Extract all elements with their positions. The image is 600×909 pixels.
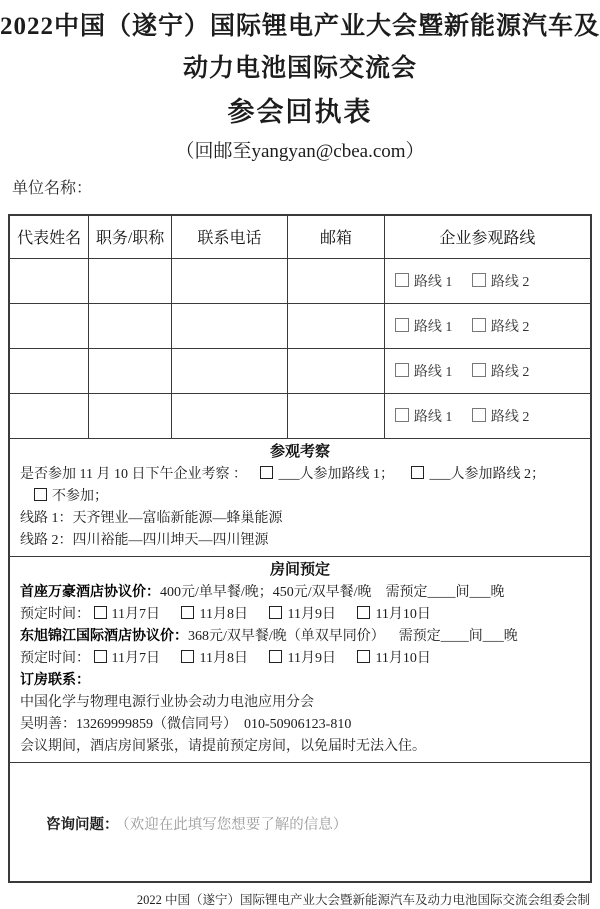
document-title-line1: 2022中国（遂宁）国际锂电产业大会暨新能源汽车及 <box>0 13 600 40</box>
phone-input-cell[interactable] <box>171 303 287 348</box>
name-input-cell[interactable] <box>9 303 89 348</box>
visit-option-none-label: 不参加； <box>52 488 108 504</box>
phone-input-cell[interactable] <box>171 258 287 303</box>
checkbox-no-visit-icon[interactable] <box>34 488 47 501</box>
visit-question-prefix: 是否参加 11 月 10 日下午企业考察 ： <box>20 466 247 482</box>
date-label: 11月9日 <box>287 606 336 622</box>
date-label: 11月7日 <box>111 650 160 666</box>
route2-label: 路线 2 <box>490 319 530 335</box>
name-input-cell[interactable] <box>9 393 89 438</box>
document-title-line2: 动力电池国际交流会 <box>182 55 417 82</box>
route2-option[interactable] <box>472 320 530 335</box>
route1-option[interactable] <box>395 275 453 290</box>
visit-section-title: 参观考察 <box>269 443 330 460</box>
route-choice-cell <box>384 393 591 438</box>
visit-section-row <box>9 438 591 556</box>
route1-label: 路线 1 <box>413 364 453 380</box>
checkbox-route2-icon[interactable] <box>472 408 486 422</box>
date-label: 11月8日 <box>199 650 248 666</box>
route2-label: 路线 2 <box>490 274 530 290</box>
form-subtitle: 参会回执表 <box>227 97 373 127</box>
hotel1-date4-option[interactable] <box>357 607 430 622</box>
hotel2-need-reserve: 需预定____间___晚 <box>398 628 518 644</box>
checkbox-date-nov8-icon[interactable] <box>181 650 194 663</box>
hotel1-need-reserve: 需预定____间___晚 <box>385 584 505 600</box>
visit-route2-desc: 线路 2：四川裕能—四川坤天—四川锂源 <box>20 532 269 548</box>
hotel2-date2-option[interactable] <box>181 651 247 666</box>
header-phone: 联系电话 <box>171 215 287 258</box>
room-section-title: 房间预定 <box>269 561 330 578</box>
email-input-cell[interactable] <box>288 393 385 438</box>
inquiry-section-row <box>9 762 591 882</box>
hotel2-date3-option[interactable] <box>269 651 335 666</box>
checkbox-date-nov9-icon[interactable] <box>269 606 282 619</box>
checkbox-visit-route2-icon[interactable] <box>411 466 424 479</box>
date-label: 11月10日 <box>375 606 431 622</box>
phone-input-cell[interactable] <box>171 348 287 393</box>
route1-option[interactable] <box>395 320 453 335</box>
visit-section <box>9 438 591 556</box>
checkbox-route2-icon[interactable] <box>472 318 486 332</box>
checkbox-visit-route1-icon[interactable] <box>260 466 273 479</box>
header-name: 代表姓名 <box>9 215 89 258</box>
registration-table <box>8 214 592 883</box>
hotel1-price: 400元/单早餐/晚；450元/双早餐/晚 <box>160 584 372 600</box>
checkbox-route1-icon[interactable] <box>395 363 409 377</box>
checkbox-route1-icon[interactable] <box>395 408 409 422</box>
hotel2-date1-option[interactable] <box>94 651 160 666</box>
hotel1-price-line <box>20 582 580 604</box>
booking-contact-label-text: 订房联系： <box>20 672 90 688</box>
hotel2-date4-option[interactable] <box>357 651 430 666</box>
visit-question-line <box>20 464 580 508</box>
route-choice-cell <box>384 348 591 393</box>
hotel2-dates-line <box>20 648 580 670</box>
name-input-cell[interactable] <box>9 348 89 393</box>
table-row <box>9 258 591 303</box>
name-input-cell[interactable] <box>9 258 89 303</box>
position-input-cell[interactable] <box>89 258 172 303</box>
checkbox-date-nov8-icon[interactable] <box>181 606 194 619</box>
date-label: 11月9日 <box>287 650 336 666</box>
position-input-cell[interactable] <box>89 348 172 393</box>
email-input-cell[interactable] <box>288 258 385 303</box>
route1-label: 路线 1 <box>413 274 453 290</box>
booking-org-line: 中国化学与物理电源行业协会动力电池应用分会 <box>20 694 314 710</box>
visit-option1-label: ___人参加路线 1； <box>278 466 394 482</box>
email-input-cell[interactable] <box>288 348 385 393</box>
visit-option1[interactable] <box>260 467 394 482</box>
route1-option[interactable] <box>395 365 453 380</box>
date-label: 11月8日 <box>199 606 248 622</box>
hotel1-date3-option[interactable] <box>269 607 335 622</box>
table-row <box>9 348 591 393</box>
hotel2-price: 368元/双早餐/晚（单双早同价） <box>188 628 385 644</box>
checkbox-route2-icon[interactable] <box>472 363 486 377</box>
inquiry-hint: （欢迎在此填写您想要了解的信息） <box>122 817 348 834</box>
document-footer: 2022 中国（遂宁）国际锂电产业大会暨新能源汽车及动力电池国际交流会组委会制 <box>136 893 590 907</box>
checkbox-route2-icon[interactable] <box>472 273 486 287</box>
visit-route1-desc: 线路 1：天齐锂业—富临新能源—蜂巢能源 <box>20 510 283 526</box>
route2-label: 路线 2 <box>490 409 530 425</box>
date-label: 11月10日 <box>375 650 431 666</box>
hotel1-date1-option[interactable] <box>94 607 160 622</box>
booking-contact-label <box>20 670 580 692</box>
phone-input-cell[interactable] <box>171 393 287 438</box>
route2-option[interactable] <box>472 275 530 290</box>
date-label: 11月7日 <box>111 606 160 622</box>
route1-label: 路线 1 <box>413 319 453 335</box>
checkbox-route1-icon[interactable] <box>395 273 409 287</box>
position-input-cell[interactable] <box>89 303 172 348</box>
checkbox-date-nov7-icon[interactable] <box>94 650 107 663</box>
table-header-row <box>9 215 591 258</box>
org-name-label: 单位名称： <box>12 180 93 197</box>
table-row <box>9 393 591 438</box>
checkbox-date-nov9-icon[interactable] <box>269 650 282 663</box>
room-section-row <box>9 556 591 762</box>
time-label: 预定时间： <box>20 606 90 622</box>
route2-label: 路线 2 <box>490 364 530 380</box>
inquiry-label: 咨询问题： <box>46 817 119 834</box>
position-input-cell[interactable] <box>89 393 172 438</box>
booking-note-line: 会议期间，酒店房间紧张，请提前预定房间，以免届时无法入住。 <box>20 738 426 754</box>
route-choice-cell <box>384 303 591 348</box>
checkbox-route1-icon[interactable] <box>395 318 409 332</box>
room-section <box>9 556 591 762</box>
visit-option2-label: ___人参加路线 2； <box>429 466 545 482</box>
checkbox-date-nov10-icon[interactable] <box>357 606 370 619</box>
table-row <box>9 303 591 348</box>
email-input-cell[interactable] <box>288 303 385 348</box>
hotel1-name: 首座万豪酒店协议价： <box>20 584 160 600</box>
time-label: 预定时间： <box>20 650 90 666</box>
hotel2-price-line <box>20 626 580 648</box>
checkbox-date-nov7-icon[interactable] <box>94 606 107 619</box>
mailto-note: （回邮至yangyan@cbea.com） <box>175 141 425 162</box>
header-position: 职务/职称 <box>89 215 172 258</box>
visit-option2[interactable] <box>411 467 545 482</box>
hotel1-dates-line <box>20 604 580 626</box>
route2-option[interactable] <box>472 410 530 425</box>
route2-option[interactable] <box>472 365 530 380</box>
route-choice-cell <box>384 258 591 303</box>
header-email: 邮箱 <box>288 215 385 258</box>
route1-option[interactable] <box>395 410 453 425</box>
visit-option-none[interactable] <box>34 489 108 504</box>
hotel2-name: 东旭锦江国际酒店协议价： <box>20 628 188 644</box>
booking-contact-line: 吴明善：13269999859（微信同号） 010-50906123-810 <box>20 716 352 732</box>
header-route: 企业参观路线 <box>384 215 591 258</box>
hotel1-date2-option[interactable] <box>181 607 247 622</box>
checkbox-date-nov10-icon[interactable] <box>357 650 370 663</box>
inquiry-input-area[interactable] <box>9 762 591 882</box>
route1-label: 路线 1 <box>413 409 453 425</box>
